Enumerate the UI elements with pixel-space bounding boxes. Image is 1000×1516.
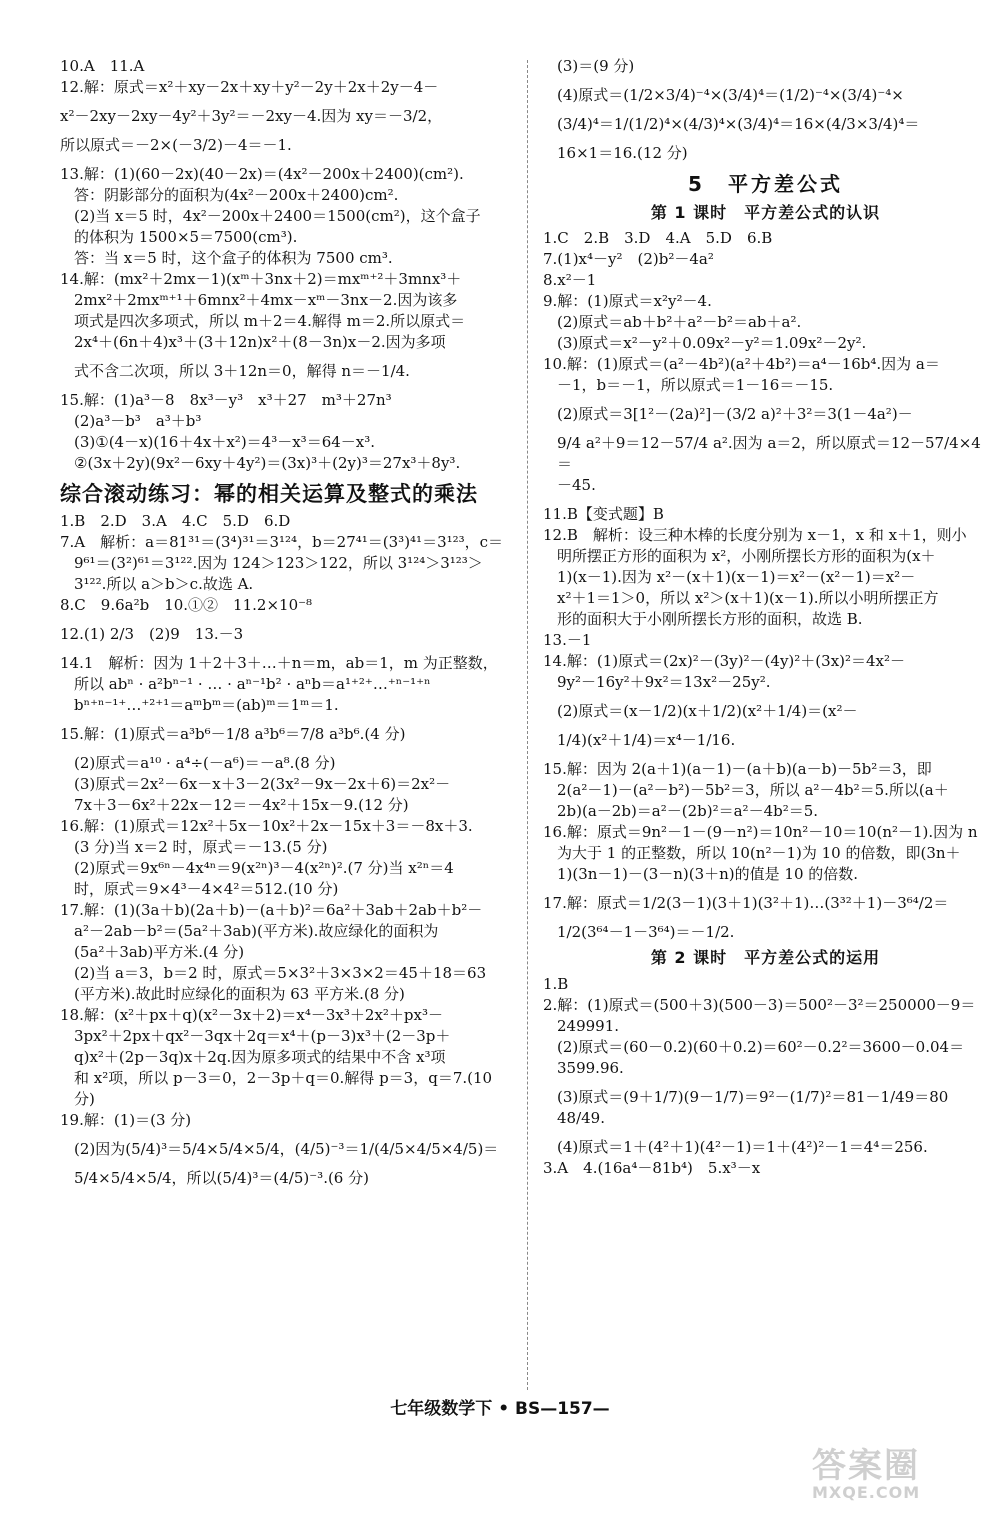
answer-line: 9y²－16y²＋9x²＝13x²－25y². xyxy=(557,673,771,692)
watermark xyxy=(812,1448,972,1504)
answer-line: 12.B 解析：设三种木棒的长度分别为 x－1，x 和 x＋1，则小 xyxy=(543,526,967,545)
column-divider xyxy=(527,60,528,1390)
answer-line: q)x²＋(2p－3q)x＋2q.因为原多项式的结果中不含 x³项 xyxy=(74,1048,446,1067)
answer-line: (5a²＋3ab)平方米.(4 分) xyxy=(74,943,245,962)
answer-line: 1/2(3⁶⁴－1－3⁶⁴)＝－1/2. xyxy=(557,923,735,942)
answer-line: 明所摆正方形的面积为 x²，小刚所摆长方形的面积为(x＋ xyxy=(557,547,936,566)
answer-line: 所以原式＝－2×(－3/2)－4＝－1. xyxy=(60,136,292,154)
answer-line: (2)因为(5/4)³＝5/4×5/4×5/4，(4/5)⁻³＝1/(4/5×4/5×4/5)＝ xyxy=(74,1140,499,1159)
answer-line: 12.(1) 2/3 (2)9 13.－3 xyxy=(60,625,244,644)
answer-line: 13.－1 xyxy=(543,631,592,650)
answer-line: bⁿ⁺ⁿ⁻¹⁺…⁺²⁺¹＝aᵐbᵐ＝(ab)ᵐ＝1ᵐ＝1. xyxy=(74,696,339,715)
answer-line: x²＋1＝1＞0，所以 x²＞(x＋1)(x－1).所以小明所摆正方 xyxy=(557,589,939,608)
answer-line: ②(3x＋2y)(9x²－6xy＋4y²)＝(3x)³＋(2y)³＝27x³＋8y³. xyxy=(74,454,461,472)
answer-line: －45. xyxy=(557,476,596,495)
answer-line: (2)a³－b³ a³＋b³ xyxy=(74,412,202,430)
answer-line: 17.解：原式＝1/2(3－1)(3＋1)(3²＋1)…(3³²＋1)－3⁶⁴/2＝ xyxy=(543,894,949,913)
answer-line: 1)(x－1).因为 x²－(x＋1)(x－1)＝x²－(x²－1)＝x²－ xyxy=(557,568,916,587)
answer-line: 15.解：(1)a³－8 8x³－y³ x³＋27 m³＋27n³ xyxy=(60,391,392,409)
answer-line: (3)①(4－x)(16＋4x＋x²)＝4³－x³＝64－x³. xyxy=(74,433,376,451)
answer-line: 14.1 解析：因为 1＋2＋3＋…＋n＝m，ab＝1，m 为正整数， xyxy=(60,654,498,673)
answer-line: 2b)(a－2b)＝a²－(2b)²＝a²－4b²＝5. xyxy=(557,802,819,821)
answer-line: 9⁶¹＝(3²)⁶¹＝3¹²².因为 124＞123＞122，所以 3¹²⁴＞3¹²³＞ xyxy=(74,554,483,573)
answer-line: (2)原式＝(x－1/2)(x＋1/2)(x²＋1/4)＝(x²－ xyxy=(557,702,858,721)
answer-line: (4)原式＝1＋(4²＋1)(4²－1)＝1＋(4²)²－1＝4⁴＝256. xyxy=(557,1137,928,1156)
answer-line: 15.解：(1)原式＝a³b⁶－1/8 a³b⁶＝7/8 a³b⁶.(4 分) xyxy=(60,725,406,744)
answer-line: 1/4)(x²＋1/4)＝x⁴－1/16. xyxy=(557,731,736,750)
answer-line: 8.x²－1 xyxy=(543,271,597,290)
answer-line: 1)(3n－1)－(3－n)(3＋n)的值是 10 的倍数. xyxy=(557,865,859,884)
answer-line: 1.B 2.D 3.A 4.C 5.D 6.D xyxy=(60,512,291,531)
answer-line: 19.解：(1)＝(3 分) xyxy=(60,1111,192,1130)
answer-line: 3599.96. xyxy=(557,1058,624,1077)
answer-line: 13.解：(1)(60－2x)(40－2x)＝(4x²－200x＋2400)(cm²). xyxy=(60,165,464,183)
answer-line: 17.解：(1)(3a＋b)(2a＋b)－(a＋b)²＝6a²＋3ab＋2ab＋b²－ xyxy=(60,901,483,920)
answer-line: 项式是四次多项式，所以 m＋2＝4.解得 m＝2.所以原式＝ xyxy=(74,312,466,330)
answer-line: 3¹²².所以 a＞b＞c.故选 A. xyxy=(74,575,254,594)
answer-line: 16.解：原式＝9n²－1－(9－n²)＝10n²－10＝10(n²－1).因为 n xyxy=(543,823,978,842)
answer-line: 9/4 a²＋9＝12－57/4 a².因为 a＝2，所以原式＝12－57/4×4＝ xyxy=(557,434,981,474)
left-column xyxy=(60,56,515,1189)
answer-line: 9.解：(1)原式＝x²y²－4. xyxy=(543,292,712,311)
answer-line: 5/4×5/4×5/4，所以(5/4)³＝(4/5)⁻³.(6 分) xyxy=(74,1169,369,1188)
answer-line: 形的面积大于小刚所摆长方形的面积，故选 B. xyxy=(557,610,863,629)
answer-line: 和 x²项，所以 p－3＝0，2－3p＋q＝0.解得 p＝3，q＝7.(10 分) xyxy=(74,1069,497,1109)
answer-line: 15.解：因为 2(a＋1)(a－1)－(a＋b)(a－b)－5b²＝3，即 xyxy=(543,760,932,779)
answer-line: (3)＝(9 分) xyxy=(557,57,635,75)
answer-line: 3.A 4.(16a⁴－81b⁴) 5.x³－x xyxy=(543,1158,761,1177)
answer-line: 为大于 1 的正整数，所以 10(n²－1)为 10 的倍数，即(3n＋ xyxy=(557,844,961,863)
answer-line: 1.B xyxy=(543,974,569,993)
answer-line: (2)当 a＝3，b＝2 时，原式＝5×3²＋3×3×2＝45＋18＝63 xyxy=(74,964,487,983)
answer-line: 7x＋3－6x²＋22x－12＝－4x²＋15x－9.(12 分) xyxy=(74,796,409,815)
answer-line: 249991. xyxy=(557,1016,620,1035)
answer-line: (4)原式＝(1/2×3/4)⁻⁴×(3/4)⁴＝(1/2)⁻⁴×(3/4)⁻⁴× xyxy=(557,86,904,104)
answer-line: 16.解：(1)原式＝12x²＋5x－10x²＋2x－15x＋3＝－8x＋3. xyxy=(60,817,473,836)
answer-line: (2)原式＝ab＋b²＋a²－b²＝ab＋a². xyxy=(557,313,802,332)
answer-line: 10.解：(1)原式＝(a²－4b²)(a²＋4b²)＝a⁴－16b⁴.因为 a＝ xyxy=(543,355,940,374)
answer-line: 答：阴影部分的面积为(4x²－200x＋2400)cm². xyxy=(74,186,399,204)
right-column xyxy=(543,56,988,1179)
answer-line: 3px²＋2px＋qx²－3qx＋2q＝x⁴＋(p－3)x³＋(2－3p＋ xyxy=(74,1027,451,1046)
answer-line: 18.解：(x²＋px＋q)(x²－3x＋2)＝x⁴－3x³＋2x²＋px³－ xyxy=(60,1006,443,1025)
watermark-logo: 答案圈 xyxy=(812,1446,920,1486)
answer-line: (3)原式＝(9＋1/7)(9－1/7)＝9²－(1/7)²＝81－1/49＝80 48/49. xyxy=(557,1087,954,1127)
answer-line: 8.C 9.6a²b 10.①② 11.2×10⁻⁸ xyxy=(60,596,313,615)
answer-line: 7.(1)x⁴－y² (2)b²－4a² xyxy=(543,250,714,269)
answer-line: (3)原式＝2x²－6x－x＋3－2(3x²－9x－2x＋6)＝2x²－ xyxy=(74,775,451,794)
answer-line: 1.C 2.B 3.D 4.A 5.D 6.B xyxy=(543,229,773,248)
answer-line: 所以 abⁿ · a²bⁿ⁻¹ · … · aⁿ⁻¹b² · aⁿb＝a¹⁺²⁺…⁺ⁿ⁻¹⁺ⁿ xyxy=(74,675,431,694)
answer-line: 2x⁴＋(6n＋4)x³＋(3＋12n)x²＋(8－3n)x－2.因为多项 xyxy=(74,333,446,351)
answer-line: x²－2xy－2xy－4y²＋3y²＝－2xy－4.因为 xy＝－3/2， xyxy=(60,107,443,125)
section-title: 综合滚动练习：幂的相关运算及整式的乘法 xyxy=(60,482,478,506)
answer-line: (2)当 x＝5 时，4x²－200x＋2400＝1500(cm²)，这个盒子 xyxy=(74,207,481,225)
answer-line: a²－2ab－b²＝(5a²＋3ab)(平方米).故应绿化的面积为 xyxy=(74,922,439,941)
answer-line: 2.解：(1)原式＝(500＋3)(500－3)＝500²－3²＝250000－9＝ xyxy=(543,995,976,1014)
answer-line: 14.解：(mx²＋2mx－1)(xᵐ＋3nx＋2)＝mxᵐ⁺²＋3mnx³＋ xyxy=(60,270,462,288)
answer-line: 答：当 x＝5 时，这个盒子的体积为 7500 cm³. xyxy=(74,249,393,267)
answer-line: －1，b＝－1，所以原式＝1－16＝－15. xyxy=(557,376,834,395)
answer-line: (3 分)当 x＝2 时，原式＝－13.(5 分) xyxy=(74,838,328,857)
answer-line: (2)原式＝3[1²－(2a)²]－(3/2 a)²＋3²＝3(1－4a²)－ xyxy=(557,405,913,424)
answer-line: 时，原式＝9×4³－4×4²＝512.(10 分) xyxy=(74,880,339,899)
answer-line: (3)原式＝x²－y²＋0.09x²－y²＝1.09x²－2y². xyxy=(557,334,867,353)
answer-line: 7.A 解析：a＝81³¹＝(3⁴)³¹＝3¹²⁴，b＝27⁴¹＝(3³)⁴¹＝3¹²³，c＝ xyxy=(60,533,504,552)
answer-line: (2)原式＝(60－0.2)(60＋0.2)＝60²－0.2²＝3600－0.04＝ xyxy=(557,1037,965,1056)
lesson-title: 第 2 课时 平方差公式的运用 xyxy=(650,948,881,968)
answer-line: (平方米).故此时应绿化的面积为 63 平方米.(8 分) xyxy=(74,985,405,1004)
answer-line: 16×1＝16.(12 分) xyxy=(557,144,688,162)
page-footer: 七年级数学下 • BS—157— xyxy=(390,1399,610,1419)
answer-line: (2)原式＝a¹⁰ · a⁴÷(－a⁶)＝－a⁸.(8 分) xyxy=(74,754,336,773)
answer-line: 式不含二次项，所以 3＋12n＝0，解得 n＝－1/4. xyxy=(74,362,410,380)
answer-line: (3/4)⁴＝1/(1/2)⁴×(4/3)⁴×(3/4)⁴＝16×(4/3×3/4)⁴＝ xyxy=(557,115,920,133)
answer-line: 10.A 11.A xyxy=(60,57,145,75)
answer-line: (2)原式＝9x⁶ⁿ－4x⁴ⁿ＝9(x²ⁿ)³－4(x²ⁿ)².(7 分)当 x²ⁿ＝4 xyxy=(74,859,454,878)
lesson-title: 第 1 课时 平方差公式的认识 xyxy=(650,203,881,222)
answer-line: 2mx²＋2mxᵐ⁺¹＋6mnx²＋4mx－xᵐ－3nx－2.因为该多 xyxy=(74,291,458,309)
answer-line: 11.B【变式题】B xyxy=(543,505,664,524)
chapter-title: 5 平方差公式 xyxy=(688,172,843,196)
watermark-url: MXQE.COM xyxy=(812,1483,921,1502)
answer-line: 12.解：原式＝x²＋xy－2x＋xy＋y²－2y＋2x＋2y－4－ xyxy=(60,78,439,96)
answer-line: 14.解：(1)原式＝(2x)²－(3y)²－(4y)²＋(3x)²＝4x²－ xyxy=(543,652,906,671)
answer-line: 2(a²－1)－(a²－b²)－5b²＝3，所以 a²－4b²＝5.所以(a＋ xyxy=(557,781,949,800)
answer-line: 的体积为 1500×5＝7500(cm³). xyxy=(74,228,298,246)
